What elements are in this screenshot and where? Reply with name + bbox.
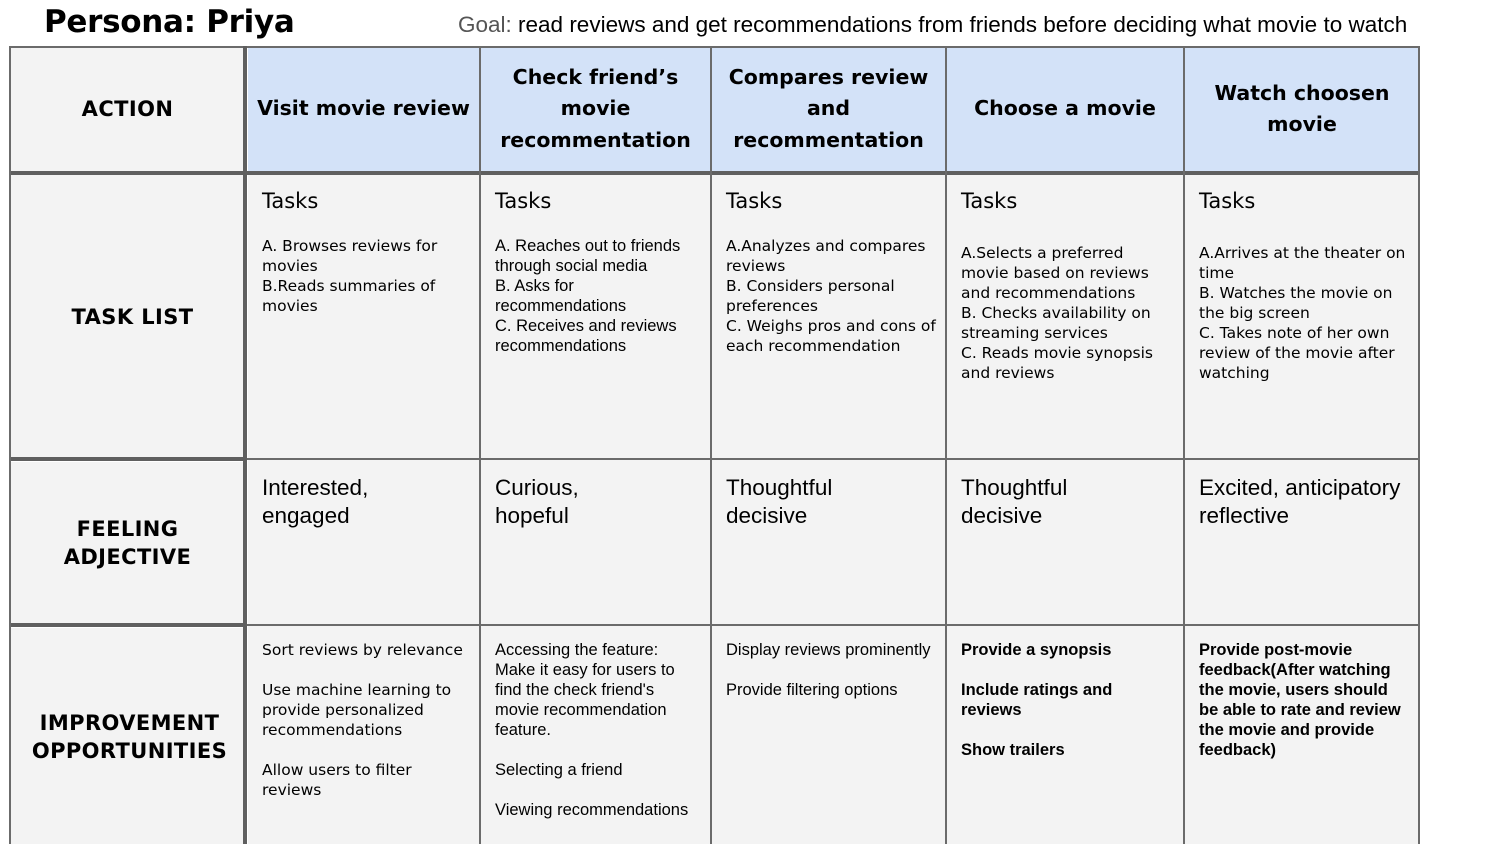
task-item: C. Reads movie synopsis and reviews — [961, 344, 1154, 382]
task-list — [961, 243, 1175, 383]
action-header-text: Choose a movie — [974, 96, 1156, 121]
task-cell-1 — [248, 175, 479, 458]
improvement-cell-3 — [712, 626, 945, 844]
task-list — [495, 236, 702, 356]
row-label-feeling — [11, 462, 244, 624]
task-item: B.Reads summaries of movies — [262, 277, 436, 315]
row-label-task-list-text: TASK LIST — [71, 304, 194, 329]
grid-line-top — [10, 46, 1420, 48]
task-item: C. Weighs pros and cons of each recommendation — [726, 317, 936, 355]
task-list — [726, 236, 937, 356]
improvement-item: Sort reviews by relevance — [262, 641, 463, 659]
improvement-item: Viewing recommendations — [495, 801, 689, 819]
action-header-compares-review — [712, 47, 945, 171]
improvement-item: Show trailers — [961, 741, 1065, 759]
goal-text: read reviews and get recommendations from friends before deciding what movie to watch — [511, 12, 1408, 37]
improvement-item: Display reviews prominently — [726, 641, 931, 659]
grid-line-col3 — [945, 46, 947, 844]
grid-line-left — [9, 46, 11, 844]
feeling-cell-4 — [947, 460, 1183, 624]
row-label-task-list — [11, 175, 244, 458]
feeling-text: Thoughtful decisive — [726, 475, 833, 528]
action-header-watch-movie — [1185, 47, 1419, 171]
task-item: A. Browses reviews for movies — [262, 237, 438, 275]
improvement-item: Provide post-movie feedback(After watching the movie, users should be able to rate and review the movie and provide feedback) — [1199, 641, 1401, 759]
task-item: A. Reaches out to friends through social media — [495, 237, 681, 275]
improvement-list — [262, 640, 471, 820]
improvement-item: Provide a synopsis — [961, 641, 1112, 659]
improvement-cell-5 — [1185, 626, 1419, 844]
grid-line-col1 — [479, 46, 481, 844]
improvement-cell-2 — [481, 626, 710, 844]
feeling-text: Curious, hopeful — [495, 475, 579, 528]
tasks-heading: Tasks — [961, 189, 1018, 213]
action-header-text: Visit movie review — [257, 96, 470, 121]
row-label-feeling-line1: FEELING — [76, 517, 179, 541]
row-label-improvement-line1: IMPROVEMENT — [39, 711, 220, 735]
feeling-text: Excited, anticipatory reflective — [1199, 475, 1401, 528]
feeling-text: Thoughtful decisive — [961, 475, 1068, 528]
task-cell-5 — [1185, 175, 1419, 458]
task-item: B. Considers personal preferences — [726, 277, 895, 315]
action-header-text: Compares review and recommentation — [728, 64, 929, 152]
improvement-item: Include ratings and reviews — [961, 681, 1113, 719]
improvement-list — [726, 640, 937, 720]
action-header-text: Watch choosen movie — [1214, 80, 1390, 136]
task-list — [1199, 243, 1411, 383]
grid-line-task-divider-label — [10, 457, 246, 461]
row-label-feeling-line2: ADJECTIVE — [63, 545, 192, 569]
task-item: A.Arrives at the theater on time — [1199, 244, 1406, 282]
task-list — [262, 236, 471, 316]
task-item: A.Analyzes and compares reviews — [726, 237, 926, 275]
task-cell-4 — [947, 175, 1183, 458]
improvement-item: Accessing the feature: Make it easy for users to find the check friend's movie recommendation feature. — [495, 641, 675, 739]
goal-statement — [458, 12, 1407, 38]
goal-label: Goal: — [458, 12, 512, 37]
feeling-cell-1 — [248, 460, 479, 624]
row-label-improvement — [11, 628, 244, 844]
row-label-action-text: ACTION — [81, 97, 174, 121]
task-cell-2 — [481, 175, 710, 458]
task-item: C. Takes note of her own review of the movie after watching — [1199, 324, 1395, 382]
row-label-action — [11, 47, 244, 171]
feeling-cell-2 — [481, 460, 710, 624]
grid-line-col4 — [1183, 46, 1185, 844]
improvement-cell-1 — [248, 626, 479, 844]
task-cell-3 — [712, 175, 945, 458]
task-item: B. Watches the movie on the big screen — [1199, 284, 1393, 322]
improvement-list — [961, 640, 1175, 780]
tasks-heading: Tasks — [726, 189, 783, 213]
improvement-list — [495, 640, 702, 840]
tasks-heading: Tasks — [495, 189, 552, 213]
improvement-item: Selecting a friend — [495, 761, 623, 779]
feeling-cell-3 — [712, 460, 945, 624]
improvement-item: Provide filtering options — [726, 681, 898, 699]
improvement-item: Allow users to filter reviews — [262, 761, 412, 799]
grid-line-feeling-divider-label — [10, 623, 246, 627]
row-label-improvement-line2: OPPORTUNITIES — [31, 739, 228, 763]
persona-title: Persona: Priya — [44, 4, 295, 40]
task-item: C. Receives and reviews recommendations — [495, 317, 677, 355]
tasks-heading: Tasks — [1199, 189, 1256, 213]
action-header-choose-movie — [947, 47, 1183, 171]
improvement-list — [1199, 640, 1411, 780]
grid-line-label-divider — [243, 46, 247, 844]
action-header-check-friend-recommendation — [481, 47, 710, 171]
grid-line-col2 — [710, 46, 712, 844]
feeling-text: Interested, engaged — [262, 475, 369, 528]
action-header-visit-movie-review — [248, 47, 479, 171]
feeling-cell-5 — [1185, 460, 1419, 624]
improvement-item: Use machine learning to provide personalized recommendations — [262, 681, 452, 739]
task-item: B. Asks for recommendations — [495, 277, 627, 315]
grid-line-header-divider — [10, 171, 1420, 175]
task-item: A.Selects a preferred movie based on reviews and recommendations — [961, 244, 1149, 302]
action-header-text: Check friend’s movie recommentation — [500, 64, 691, 152]
tasks-heading: Tasks — [262, 189, 319, 213]
task-item: B. Checks availability on streaming services — [961, 304, 1151, 342]
grid-line-right — [1418, 46, 1420, 844]
improvement-cell-4 — [947, 626, 1183, 844]
